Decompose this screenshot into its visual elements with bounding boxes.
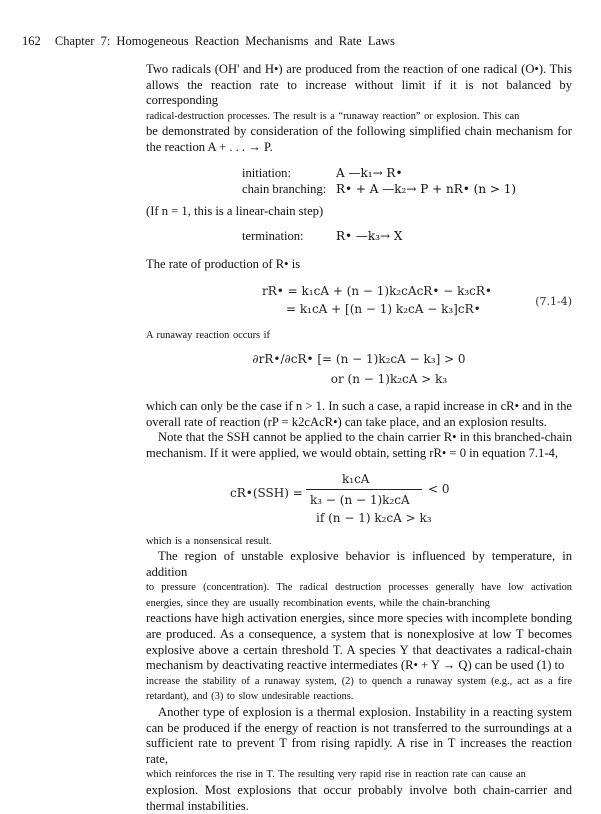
- initiation-equation: A —k₁→ R•: [336, 165, 403, 180]
- region-1: The region of unstable explosive behavior is influenced by temperature, in addition: [146, 549, 572, 579]
- termination-equation: R• —k₃→ X: [336, 229, 403, 244]
- running-head: [22, 34, 395, 49]
- ssh-lhs: cR•(SSH) =: [230, 485, 303, 500]
- linear-chain-note: (If n = 1, this is a linear-chain step): [146, 203, 324, 218]
- paragraph-intro-2: radical-destruction processes. The result is a “runaway reaction” or explosion. This can: [146, 110, 520, 122]
- ssh-equation-block: [146, 470, 572, 528]
- rate-equation-line-2: = k₁cA + [(n − 1) k₂cA − k₃]cR•: [286, 302, 481, 317]
- body-text: [146, 62, 572, 814]
- mechanism-block: [242, 166, 572, 198]
- branching-equation: R• + A —k₂→ P + nR• (n > 1): [336, 181, 517, 196]
- runaway-intro: A runaway reaction occurs if: [146, 330, 271, 342]
- thermal-2: which reinforces the rise in T. The resulting very rapid rise in reaction rate can cause an: [146, 769, 526, 781]
- initiation-step: [242, 166, 572, 182]
- ssh-condition: if (n − 1) k₂cA > k₃: [316, 510, 432, 525]
- region-3: reactions have high activation energies, since more species with incomplete bonding are produced. As a consequence, a system that is nonexplosive at low T becomes explosive above a certain threshold T. A species Y that deactivates a radical-chain mechanism by deactivating reactive intermediates (R• + Y → Q) can be used (1) to: [146, 611, 572, 673]
- chapter-title: Chapter 7: Homogeneous Reaction Mechanisms and Rate Laws: [54, 34, 395, 48]
- ssh-rhs: < 0: [428, 481, 450, 496]
- discussion-2: Note that the SSH cannot be applied to the chain carrier R• in this branched-chain mechanism. If it were applied, we would obtain, setting rR• = 0 in equation 7.1-4,: [146, 430, 572, 460]
- runaway-condition-2: or (n − 1)k₂cA > k₃: [330, 371, 448, 386]
- initiation-label: initiation:: [242, 165, 291, 180]
- region-2: to pressure (concentration). The radical destruction processes generally have low activation energies, since they are usually recombination events, while the chain-branching: [146, 582, 572, 609]
- rate-intro: The rate of production of R• is: [146, 256, 301, 271]
- branching-step: [242, 182, 572, 198]
- paragraph-intro-3: be demonstrated by consideration of the following simplified chain mechanism for the reaction A + . . . → P.: [146, 124, 572, 154]
- page-number: 162: [22, 34, 41, 48]
- nonsensical-result: which is a nonsensical result.: [146, 535, 272, 547]
- ssh-numerator: k₁cA: [342, 471, 370, 486]
- region-4: increase the stability of a runaway system, (2) to quench a runaway system (e.g., act as a fire retardant), and (3) to slow undesirable reactions.: [146, 675, 572, 703]
- thermal-3: explosion. Most explosions that occur probably involve both chain-carrier and thermal instabilities.: [146, 783, 572, 813]
- ssh-fraction-bar: [306, 489, 422, 490]
- ssh-denominator: k₃ − (n − 1)k₂cA: [310, 492, 410, 507]
- termination-label: termination:: [242, 229, 304, 244]
- paragraph-intro-1: Two radicals (OH' and H•) are produced from the reaction of one radical (O•). This allows the reaction rate to increase without limit if it is not balanced by corresponding: [146, 62, 572, 108]
- branching-label: chain branching:: [242, 181, 327, 196]
- rate-equation-block: [146, 282, 572, 320]
- equation-number: (7.1-4): [535, 295, 572, 309]
- thermal-1: Another type of explosion is a thermal explosion. Instability in a reacting system can be produced if the energy of reaction is not transferred to the surroundings at a sufficient rate to prevent T from rising rapidly. A rise in T increases the reaction rate,: [146, 705, 572, 766]
- rate-equation-line-1: rR• = k₁cA + (n − 1)k₂cAcR• − k₃cR•: [262, 284, 492, 299]
- runaway-condition-1: ∂rR•/∂cR• [= (n − 1)k₂cA − k₃] > 0: [252, 351, 466, 366]
- termination-step: [242, 229, 572, 245]
- discussion-1: which can only be the case if n > 1. In such a case, a rapid increase in cR• and in the overall rate of reaction (rP = k2cAcR•) can take place, and an explosion results.: [146, 399, 572, 429]
